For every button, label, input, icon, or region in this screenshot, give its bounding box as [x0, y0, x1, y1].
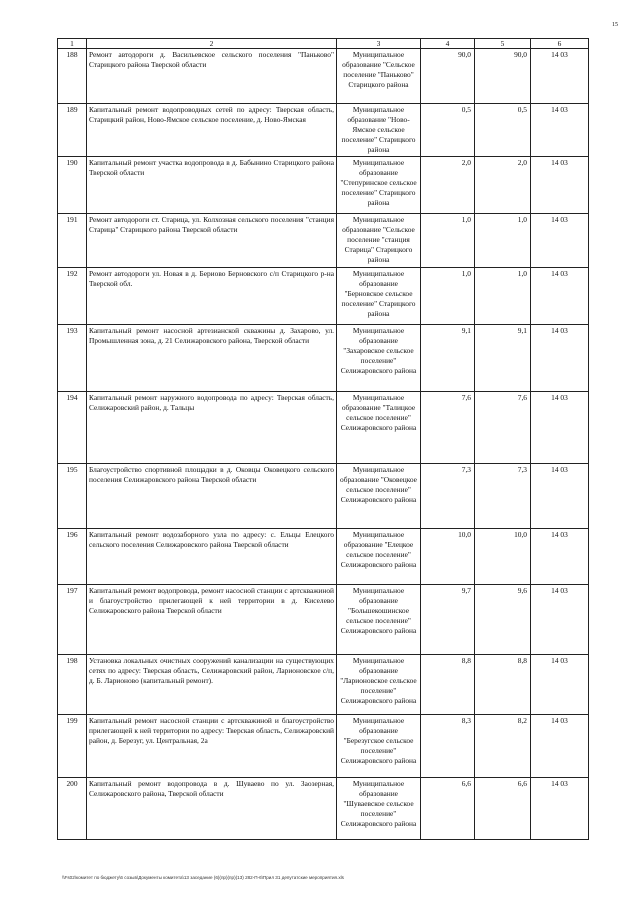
table-row — [58, 49, 589, 104]
row-number: 196 — [58, 529, 87, 585]
row-code: 14 03 — [531, 529, 589, 585]
table-row — [58, 104, 589, 157]
row-number: 193 — [58, 325, 87, 392]
row-description: Капитальный ремонт наружного водопровода по адресу: Тверская область, Селижаровский район, д. Тальцы — [87, 392, 337, 464]
page-number: 15 — [612, 22, 618, 28]
row-amount-col4: 1,0 — [421, 268, 475, 325]
row-description: Капитальный ремонт насосной станции с артскважиной и благоустройство прилегающей к ней территории по адресу: Тверская область, Селижаровский район, д. Березуг, ул. Центральная, 2а — [87, 715, 337, 778]
row-amount-col5: 0,5 — [475, 104, 531, 157]
row-code: 14 03 — [531, 655, 589, 715]
row-code: 14 03 — [531, 392, 589, 464]
row-recipient: Муниципальное образование "Сельское поселение "станция Старица" Старицкого района — [337, 214, 421, 268]
row-amount-col5: 8,8 — [475, 655, 531, 715]
row-number: 199 — [58, 715, 87, 778]
row-number: 188 — [58, 49, 87, 104]
row-number: 191 — [58, 214, 87, 268]
row-recipient: Муниципальное образование "Захаровское сельское поселение" Селижаровского района — [337, 325, 421, 392]
file-path-footer: \\Fs02\комитет по бюджету\6 созыв\Документы комитета\13 заседание (6)(пр)(пр)(13) 282-П-6\Прил 31 депутатские мероприятия.xls — [62, 875, 344, 880]
row-amount-col4: 1,0 — [421, 214, 475, 268]
row-amount-col4: 6,6 — [421, 778, 475, 840]
row-amount-col5: 8,2 — [475, 715, 531, 778]
row-amount-col5: 2,0 — [475, 157, 531, 214]
table-row — [58, 655, 589, 715]
row-description: Ремонт автодороги д. Васильевское сельского поселения "Паньково" Старицкого района Тверской области — [87, 49, 337, 104]
header-col-2: 2 — [87, 39, 337, 49]
row-code: 14 03 — [531, 268, 589, 325]
table-row — [58, 214, 589, 268]
row-amount-col4: 7,3 — [421, 464, 475, 529]
row-amount-col5: 9,6 — [475, 585, 531, 655]
row-recipient: Муниципальное образование "Степуринское сельское поселение" Старицкого района — [337, 157, 421, 214]
row-amount-col4: 2,0 — [421, 157, 475, 214]
row-recipient: Муниципальное образование "Елецкое сельское поселение" Селижаровского района — [337, 529, 421, 585]
row-number: 189 — [58, 104, 87, 157]
header-col-3: 3 — [337, 39, 421, 49]
row-recipient: Муниципальное образование "Березугское сельское поселение" Селижаровского района — [337, 715, 421, 778]
header-row — [58, 39, 589, 49]
table-row — [58, 529, 589, 585]
row-amount-col4: 9,1 — [421, 325, 475, 392]
row-amount-col5: 7,3 — [475, 464, 531, 529]
row-amount-col4: 0,5 — [421, 104, 475, 157]
row-number: 192 — [58, 268, 87, 325]
row-description: Капитальный ремонт водопровода, ремонт насосной станции с артскважиной и благоустройство прилегающей к ней территории в д. Киселево Селижаровского района Тверской области — [87, 585, 337, 655]
row-code: 14 03 — [531, 464, 589, 529]
row-amount-col5: 1,0 — [475, 268, 531, 325]
row-recipient: Муниципальное образование "Сельское поселение "Паньково" Старицкого района — [337, 49, 421, 104]
row-code: 14 03 — [531, 49, 589, 104]
row-recipient: Муниципальное образование "Берновское сельское поселение" Старицкого района — [337, 268, 421, 325]
table-row — [58, 778, 589, 840]
row-number: 197 — [58, 585, 87, 655]
row-code: 14 03 — [531, 157, 589, 214]
row-amount-col4: 90,0 — [421, 49, 475, 104]
row-recipient: Муниципальное образование "Талицкое сельское поселение" Селижаровского района — [337, 392, 421, 464]
row-recipient: Муниципальное образование "Оковецкое сельское поселение" Селижаровского района — [337, 464, 421, 529]
row-recipient: Муниципальное образование "Ларионовское сельское поселение" Селижаровского района — [337, 655, 421, 715]
row-code: 14 03 — [531, 214, 589, 268]
table-row — [58, 392, 589, 464]
table-row — [58, 464, 589, 529]
row-description: Ремонт автодороги ул. Новая в д. Бериово Берновского с/п Старицкого р-на Тверской обл. — [87, 268, 337, 325]
row-number: 198 — [58, 655, 87, 715]
row-amount-col4: 7,6 — [421, 392, 475, 464]
row-amount-col5: 9,1 — [475, 325, 531, 392]
row-description: Капитальный ремонт водозаборного узла по адресу: с. Ельцы Елецкого сельского поселения Селижаровского района Тверской области — [87, 529, 337, 585]
row-code: 14 03 — [531, 585, 589, 655]
row-code: 14 03 — [531, 778, 589, 840]
table-row — [58, 715, 589, 778]
table-row — [58, 325, 589, 392]
row-amount-col5: 1,0 — [475, 214, 531, 268]
table-row — [58, 585, 589, 655]
row-description: Капитальный ремонт водопроводных сетей по адресу: Тверская область, Старицкий район, Ново-Ямское сельское поселение, д. Ново-Ямская — [87, 104, 337, 157]
row-amount-col5: 10,0 — [475, 529, 531, 585]
row-amount-col5: 7,6 — [475, 392, 531, 464]
table-row — [58, 268, 589, 325]
row-description: Капитальный ремонт насосной артезианской скважины д. Захарово, ул. Промышленная зона, д. 21 Селижаровского района, Тверской области — [87, 325, 337, 392]
row-amount-col5: 6,6 — [475, 778, 531, 840]
row-number: 190 — [58, 157, 87, 214]
row-number: 194 — [58, 392, 87, 464]
row-description: Ремонт автодороги ст. Старица, ул. Колхозная сельского поселения "станция Старица" Старицкого района Тверской области — [87, 214, 337, 268]
row-description: Установка локальных очистных сооружений канализации на существующих сетях по адресу: Тверская область, Селижаровский район, Ларионовское с/п, д. Б. Ларионово (капитальный ремонт). — [87, 655, 337, 715]
appropriations-table — [57, 38, 589, 840]
row-code: 14 03 — [531, 325, 589, 392]
header-col-5: 5 — [475, 39, 531, 49]
table-row — [58, 157, 589, 214]
row-recipient: Муниципальное образование "Шуваевское сельское поселение" Селижаровского района — [337, 778, 421, 840]
row-code: 14 03 — [531, 715, 589, 778]
row-amount-col5: 90,0 — [475, 49, 531, 104]
row-amount-col4: 10,0 — [421, 529, 475, 585]
header-col-6: 6 — [531, 39, 589, 49]
row-number: 200 — [58, 778, 87, 840]
row-recipient: Муниципальное образование "Ново-Ямское сельское поселение" Старицкого района — [337, 104, 421, 157]
header-col-1: 1 — [58, 39, 87, 49]
row-description: Капитальный ремонт участка водопровода в д. Бабынино Старицкого района Тверской области — [87, 157, 337, 214]
row-recipient: Муниципальное образование "Большекошинское сельское поселение" Селижаровского района — [337, 585, 421, 655]
row-amount-col4: 8,3 — [421, 715, 475, 778]
row-description: Благоустройство спортивной площадки в д. Оковцы Оковецкого сельского поселения Селижаровского района Тверской области — [87, 464, 337, 529]
header-col-4: 4 — [421, 39, 475, 49]
row-number: 195 — [58, 464, 87, 529]
row-code: 14 03 — [531, 104, 589, 157]
row-amount-col4: 8,8 — [421, 655, 475, 715]
row-description: Капитальный ремонт водопровода в д. Шуваево по ул. Заозерная, Селижаровского района, Тверской области — [87, 778, 337, 840]
row-amount-col4: 9,7 — [421, 585, 475, 655]
